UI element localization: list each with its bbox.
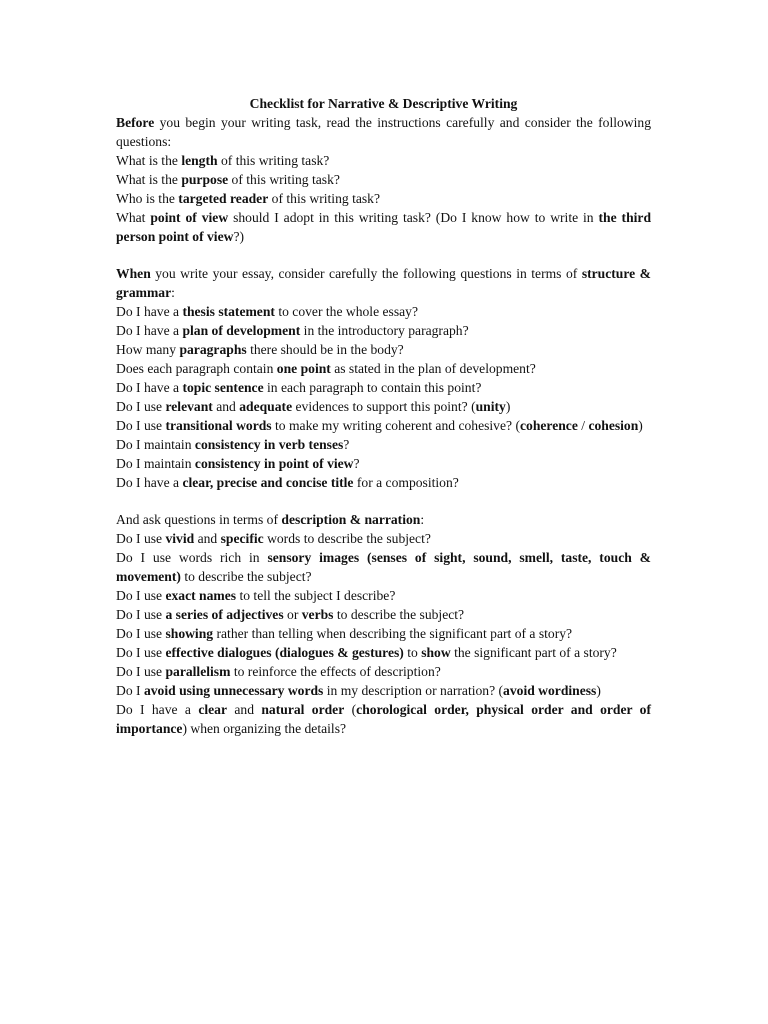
text: ) when organizing the details? — [182, 721, 347, 736]
checklist-line — [116, 548, 651, 586]
bold-text: cohesion — [588, 418, 639, 433]
text: and — [227, 702, 262, 717]
bold-text: vivid — [165, 531, 195, 546]
text: in each paragraph to contain this point? — [263, 380, 482, 395]
bold-text: paragraphs — [179, 342, 247, 357]
text: Do I use — [116, 664, 166, 679]
text: for a composition? — [353, 475, 459, 490]
checklist-line — [116, 643, 651, 662]
bold-text: natural order — [261, 702, 345, 717]
text: Do I use — [116, 645, 166, 660]
document-page — [116, 94, 651, 738]
text: Do I have a — [116, 304, 183, 319]
bold-text: When — [116, 266, 151, 281]
text: of this writing task? — [217, 153, 330, 168]
checklist-line — [116, 151, 651, 170]
bold-text: targeted reader — [178, 191, 269, 206]
text: to make my writing coherent and cohesive? ( — [271, 418, 520, 433]
text: ) — [596, 683, 601, 698]
text: and — [194, 531, 221, 546]
checklist-line — [116, 189, 651, 208]
text: to cover the whole essay? — [274, 304, 418, 319]
text: and — [212, 399, 240, 414]
bold-text: point of view — [150, 210, 229, 225]
text: Do I use — [116, 399, 166, 414]
bold-text: clear, precise and concise title — [182, 475, 354, 490]
text: What is the — [116, 153, 182, 168]
text: Do I maintain — [116, 437, 195, 452]
bold-text: purpose — [181, 172, 229, 187]
checklist-line — [116, 264, 651, 302]
checklist-line — [116, 624, 651, 643]
text: Do I use — [116, 607, 166, 622]
checklist-line — [116, 378, 651, 397]
checklist-line — [116, 435, 651, 454]
bold-text: length — [181, 153, 218, 168]
text: Do I have a — [116, 702, 199, 717]
text: Do I — [116, 683, 144, 698]
text: ) — [505, 399, 511, 414]
checklist-line — [116, 208, 651, 246]
checklist-line — [116, 397, 651, 416]
text: words to describe the subject? — [263, 531, 431, 546]
text: And ask questions in terms of — [116, 512, 282, 527]
checklist-line — [116, 359, 651, 378]
text: Do I use — [116, 418, 166, 433]
text: Do I use words rich in — [116, 550, 268, 565]
text: the significant part of a story? — [450, 645, 617, 660]
text: Do I use — [116, 531, 166, 546]
blank-line — [116, 246, 651, 264]
text: : — [171, 285, 175, 300]
text: ? — [353, 456, 360, 471]
text: there should be in the body? — [246, 342, 404, 357]
text: / — [577, 418, 589, 433]
bold-text: coherence — [519, 418, 578, 433]
bold-text: verbs — [301, 607, 334, 622]
text: Do I use — [116, 626, 166, 641]
bold-text: show — [421, 645, 451, 660]
document-title: Checklist for Narrative & Descriptive Writing — [249, 96, 518, 111]
text: Do I maintain — [116, 456, 195, 471]
text: Do I have a — [116, 475, 183, 490]
text: in the introductory paragraph? — [300, 323, 469, 338]
checklist-line — [116, 681, 651, 700]
checklist-line — [116, 454, 651, 473]
text: rather than telling when describing the significant part of a story? — [213, 626, 573, 641]
text: evidences to support this point? ( — [292, 399, 476, 414]
text: Does each paragraph contain — [116, 361, 277, 376]
text: to describe the subject? — [333, 607, 465, 622]
text: to describe the subject? — [180, 569, 312, 584]
bold-text: one point — [276, 361, 331, 376]
checklist-line — [116, 473, 651, 492]
text: of this writing task? — [268, 191, 381, 206]
text: What — [116, 210, 151, 225]
text: How many — [116, 342, 180, 357]
text: ?) — [233, 229, 245, 244]
bold-text: description & narration — [281, 512, 421, 527]
text: ( — [344, 702, 357, 717]
bold-text: specific — [220, 531, 264, 546]
checklist-line — [116, 340, 651, 359]
bold-text: topic sentence — [182, 380, 264, 395]
checklist-line — [116, 113, 651, 151]
checklist-line — [116, 700, 651, 738]
text: as stated in the plan of development? — [330, 361, 536, 376]
bold-text: Before — [116, 115, 155, 130]
bold-text: showing — [165, 626, 214, 641]
text: Who is the — [116, 191, 179, 206]
bold-text: structure & grammar — [116, 266, 651, 300]
text: Do I have a — [116, 323, 183, 338]
document-body — [116, 113, 651, 738]
checklist-line — [116, 510, 651, 529]
text: or — [283, 607, 302, 622]
checklist-line — [116, 321, 651, 340]
bold-text: avoid using unnecessary words — [143, 683, 324, 698]
text: : — [420, 512, 425, 527]
bold-text: consistency in verb tenses — [194, 437, 344, 452]
bold-text: adequate — [239, 399, 293, 414]
checklist-line — [116, 605, 651, 624]
text: ? — [343, 437, 350, 452]
bold-text: effective dialogues (dialogues & gestures) — [165, 645, 404, 660]
text: ) — [638, 418, 643, 433]
bold-text: sensory images (senses of sight, sound, smell, taste, touch & movement) — [116, 550, 651, 584]
bold-text: unity — [475, 399, 506, 414]
bold-text: clear — [198, 702, 227, 717]
text: should I adopt in this writing task? (Do I know how to write in — [228, 210, 599, 225]
text: Do I have a — [116, 380, 183, 395]
text: of this writing task? — [228, 172, 340, 187]
checklist-line — [116, 662, 651, 681]
bold-text: a series of adjectives — [165, 607, 284, 622]
blank-line — [116, 492, 651, 510]
bold-text: consistency in point of view — [194, 456, 354, 471]
text: to — [403, 645, 422, 660]
text: What is the — [116, 172, 182, 187]
checklist-line — [116, 586, 651, 605]
bold-text: avoid wordiness — [503, 683, 597, 698]
bold-text: chorological order, physical order and order of importance — [116, 702, 651, 736]
bold-text: plan of development — [182, 323, 301, 338]
text: in my description or narration? ( — [323, 683, 504, 698]
checklist-line — [116, 416, 651, 435]
text: to reinforce the effects of description? — [230, 664, 441, 679]
bold-text: transitional words — [165, 418, 272, 433]
bold-text: the third person point of view — [116, 210, 652, 244]
checklist-line — [116, 170, 651, 189]
text: you begin your writing task, read the instructions carefully and consider the following questions: — [116, 115, 651, 149]
bold-text: thesis statement — [182, 304, 275, 319]
bold-text: exact names — [165, 588, 237, 603]
checklist-line — [116, 529, 651, 548]
text: Do I use — [116, 588, 166, 603]
text: to tell the subject I describe? — [236, 588, 396, 603]
bold-text: relevant — [165, 399, 213, 414]
bold-text: parallelism — [165, 664, 231, 679]
checklist-line — [116, 302, 651, 321]
text: you write your essay, consider carefully the following questions in terms of — [150, 266, 582, 281]
